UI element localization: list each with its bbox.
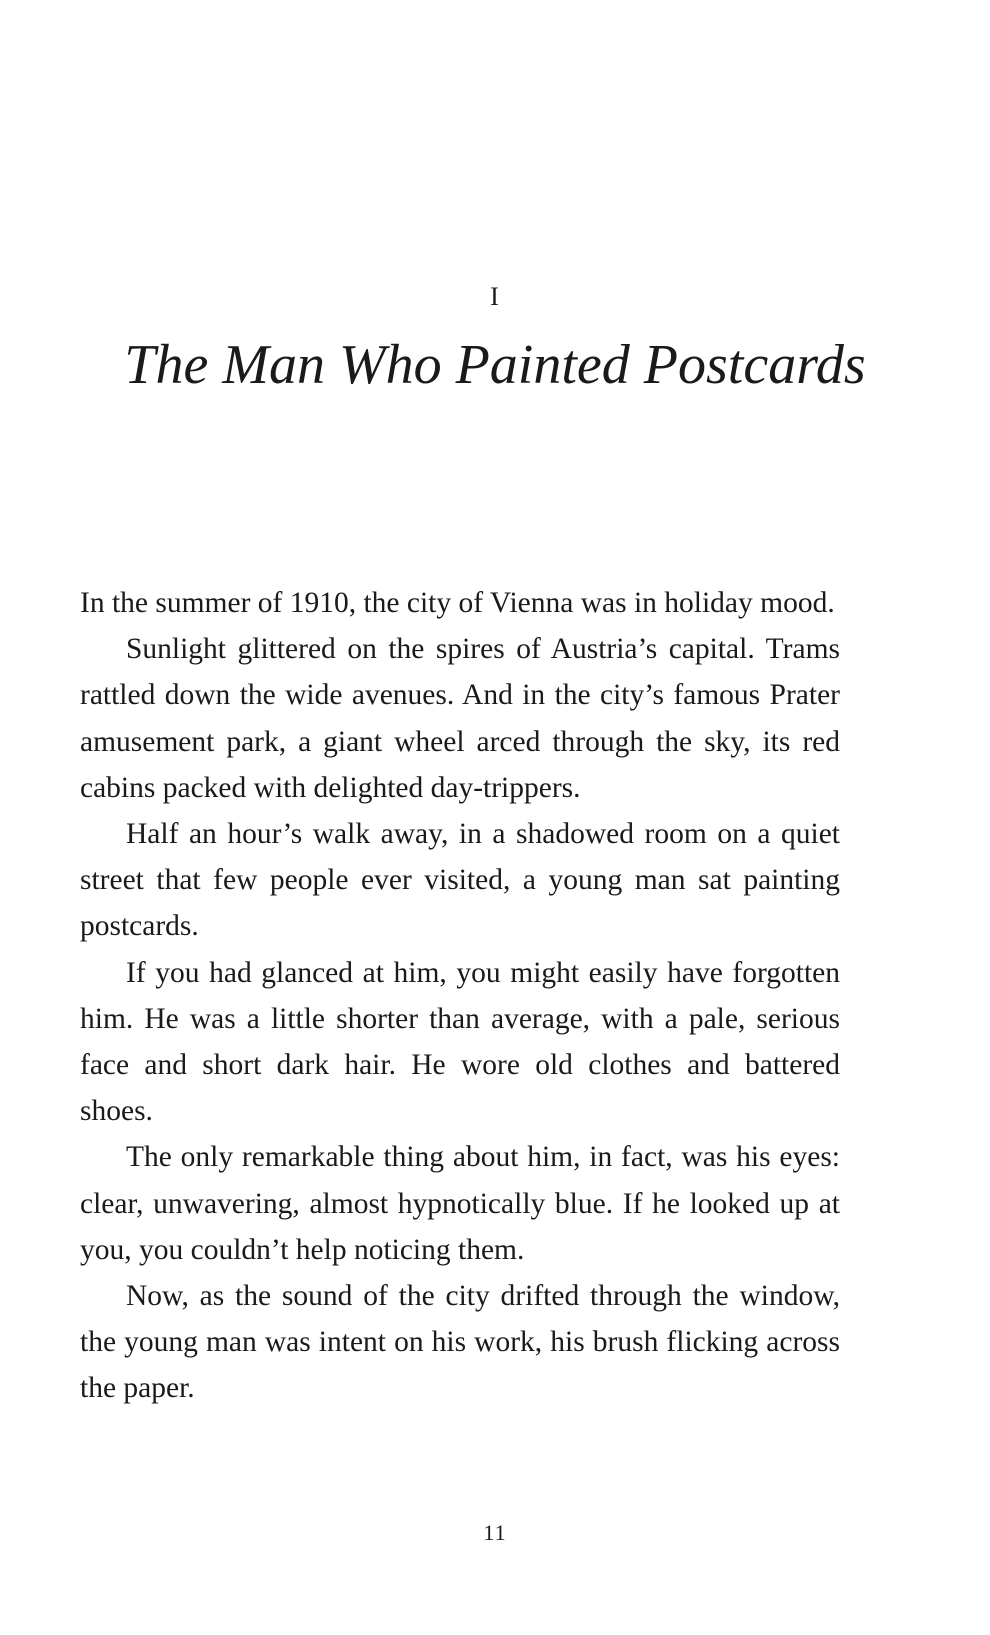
paragraph-1: In the summer of 1910, the city of Vienna was in holiday mood.	[80, 587, 835, 619]
page-number: 11	[483, 1520, 507, 1545]
paragraph-4: If you had glanced at him, you might easily have forgotten him. He was a little shorter than average, with a pale, serious face and short dark hair. He wore old clothes and battered shoes.	[80, 956, 840, 1128]
body-text	[80, 580, 840, 1412]
chapter-number: I	[490, 282, 500, 311]
paragraph-2: Sunlight glittered on the spires of Austria’s capital. Trams rattled down the wide avenues. And in the city’s famous Prater amusement park, a giant wheel arced through the sky, its red cabins packed with delighted day-trippers.	[80, 633, 840, 804]
paragraph-5: The only remarkable thing about him, in fact, was his eyes: clear, unwavering, almost hypnotically blue. If he looked up at you, you couldn’t help noticing them.	[80, 1141, 840, 1266]
paragraph-6: Now, as the sound of the city drifted through the window, the young man was intent on his work, his brush flicking across the paper.	[80, 1280, 840, 1405]
chapter-title: The Man Who Painted Postcards	[124, 334, 866, 396]
paragraph-3: Half an hour’s walk away, in a shadowed room on a quiet street that few people ever visited, a young man sat painting postcards.	[80, 818, 840, 943]
